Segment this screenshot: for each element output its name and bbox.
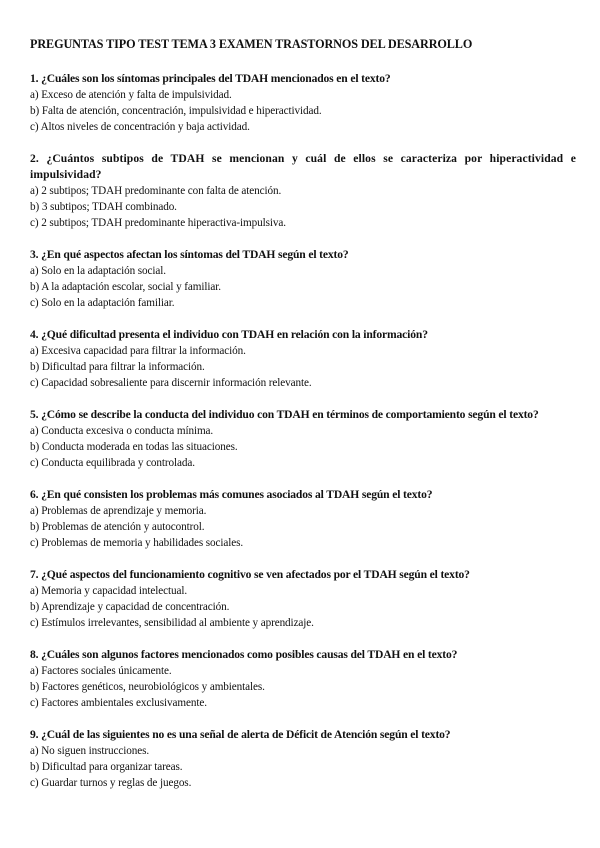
question-text: 8. ¿Cuáles son algunos factores mencionados como posibles causas del TDAH en el texto? xyxy=(30,648,458,661)
answer-options xyxy=(30,663,576,711)
answer-option-a: a) Conducta excesiva o conducta mínima. xyxy=(30,425,214,437)
answer-option-a: a) No siguen instrucciones. xyxy=(30,745,150,757)
question-text: 7. ¿Qué aspectos del funcionamiento cognitivo se ven afectados por el TDAH según el texto? xyxy=(30,568,470,581)
answer-option-c: c) Problemas de memoria y habilidades sociales. xyxy=(30,537,244,549)
answer-option-a: a) Solo en la adaptación social. xyxy=(30,265,166,277)
question-4 xyxy=(30,327,576,391)
answer-option-b: b) A la adaptación escolar, social y familiar. xyxy=(30,281,221,293)
answer-option-a: a) Problemas de aprendizaje y memoria. xyxy=(30,505,207,517)
answer-options xyxy=(30,583,576,631)
answer-option-c: c) 2 subtipos; TDAH predominante hiperactiva-impulsiva. xyxy=(30,217,286,229)
answer-option-b: b) Dificultad para organizar tareas. xyxy=(30,761,183,773)
answer-option-a: a) Exceso de atención y falta de impulsividad. xyxy=(30,89,232,101)
answer-option-c: c) Altos niveles de concentración y baja actividad. xyxy=(30,121,250,133)
question-text: 4. ¿Qué dificultad presenta el individuo con TDAH en relación con la información? xyxy=(30,328,428,341)
answer-option-b: b) Dificultad para filtrar la información. xyxy=(30,361,205,373)
answer-option-a: a) 2 subtipos; TDAH predominante con falta de atención. xyxy=(30,185,282,197)
question-text: 2. ¿Cuántos subtipos de TDAH se mencionan y cuál de ellos se caracteriza por hiperactividad e impulsividad? xyxy=(30,152,576,181)
answer-option-c: c) Guardar turnos y reglas de juegos. xyxy=(30,777,192,789)
answer-option-b: b) Factores genéticos, neurobiológicos y ambientales. xyxy=(30,681,265,693)
answer-option-c: c) Solo en la adaptación familiar. xyxy=(30,297,175,309)
answer-option-a: a) Factores sociales únicamente. xyxy=(30,665,172,677)
answer-option-c: c) Conducta equilibrada y controlada. xyxy=(30,457,195,469)
question-text: 6. ¿En qué consisten los problemas más comunes asociados al TDAH según el texto? xyxy=(30,488,433,501)
question-2 xyxy=(30,151,576,231)
question-6 xyxy=(30,487,576,551)
question-8 xyxy=(30,647,576,711)
question-text: 5. ¿Cómo se describe la conducta del individuo con TDAH en términos de comportamiento según el texto? xyxy=(30,408,539,421)
question-text: 1. ¿Cuáles son los síntomas principales del TDAH mencionados en el texto? xyxy=(30,72,391,85)
answer-option-b: b) Aprendizaje y capacidad de concentración. xyxy=(30,601,230,613)
answer-options xyxy=(30,423,576,471)
answer-options xyxy=(30,343,576,391)
answer-option-c: c) Factores ambientales exclusivamente. xyxy=(30,697,207,709)
question-1 xyxy=(30,71,576,135)
question-9 xyxy=(30,727,576,791)
question-3 xyxy=(30,247,576,311)
answer-options xyxy=(30,263,576,311)
answer-options xyxy=(30,183,576,231)
question-5 xyxy=(30,407,576,471)
answer-options xyxy=(30,503,576,551)
answer-options xyxy=(30,87,576,135)
answer-options xyxy=(30,743,576,791)
answer-option-b: b) Falta de atención, concentración, impulsividad e hiperactividad. xyxy=(30,105,322,117)
document-title: PREGUNTAS TIPO TEST TEMA 3 EXAMEN TRASTORNOS DEL DESARROLLO xyxy=(30,37,473,51)
answer-option-b: b) 3 subtipos; TDAH combinado. xyxy=(30,201,177,213)
question-7 xyxy=(30,567,576,631)
answer-option-c: c) Capacidad sobresaliente para discernir información relevante. xyxy=(30,377,312,389)
answer-option-b: b) Problemas de atención y autocontrol. xyxy=(30,521,205,533)
answer-option-b: b) Conducta moderada en todas las situaciones. xyxy=(30,441,238,453)
question-text: 3. ¿En qué aspectos afectan los síntomas del TDAH según el texto? xyxy=(30,248,349,261)
answer-option-a: a) Memoria y capacidad intelectual. xyxy=(30,585,188,597)
answer-option-a: a) Excesiva capacidad para filtrar la información. xyxy=(30,345,246,357)
question-text: 9. ¿Cuál de las siguientes no es una señal de alerta de Déficit de Atención según el texto? xyxy=(30,728,451,741)
answer-option-c: c) Estímulos irrelevantes, sensibilidad al ambiente y aprendizaje. xyxy=(30,617,314,629)
